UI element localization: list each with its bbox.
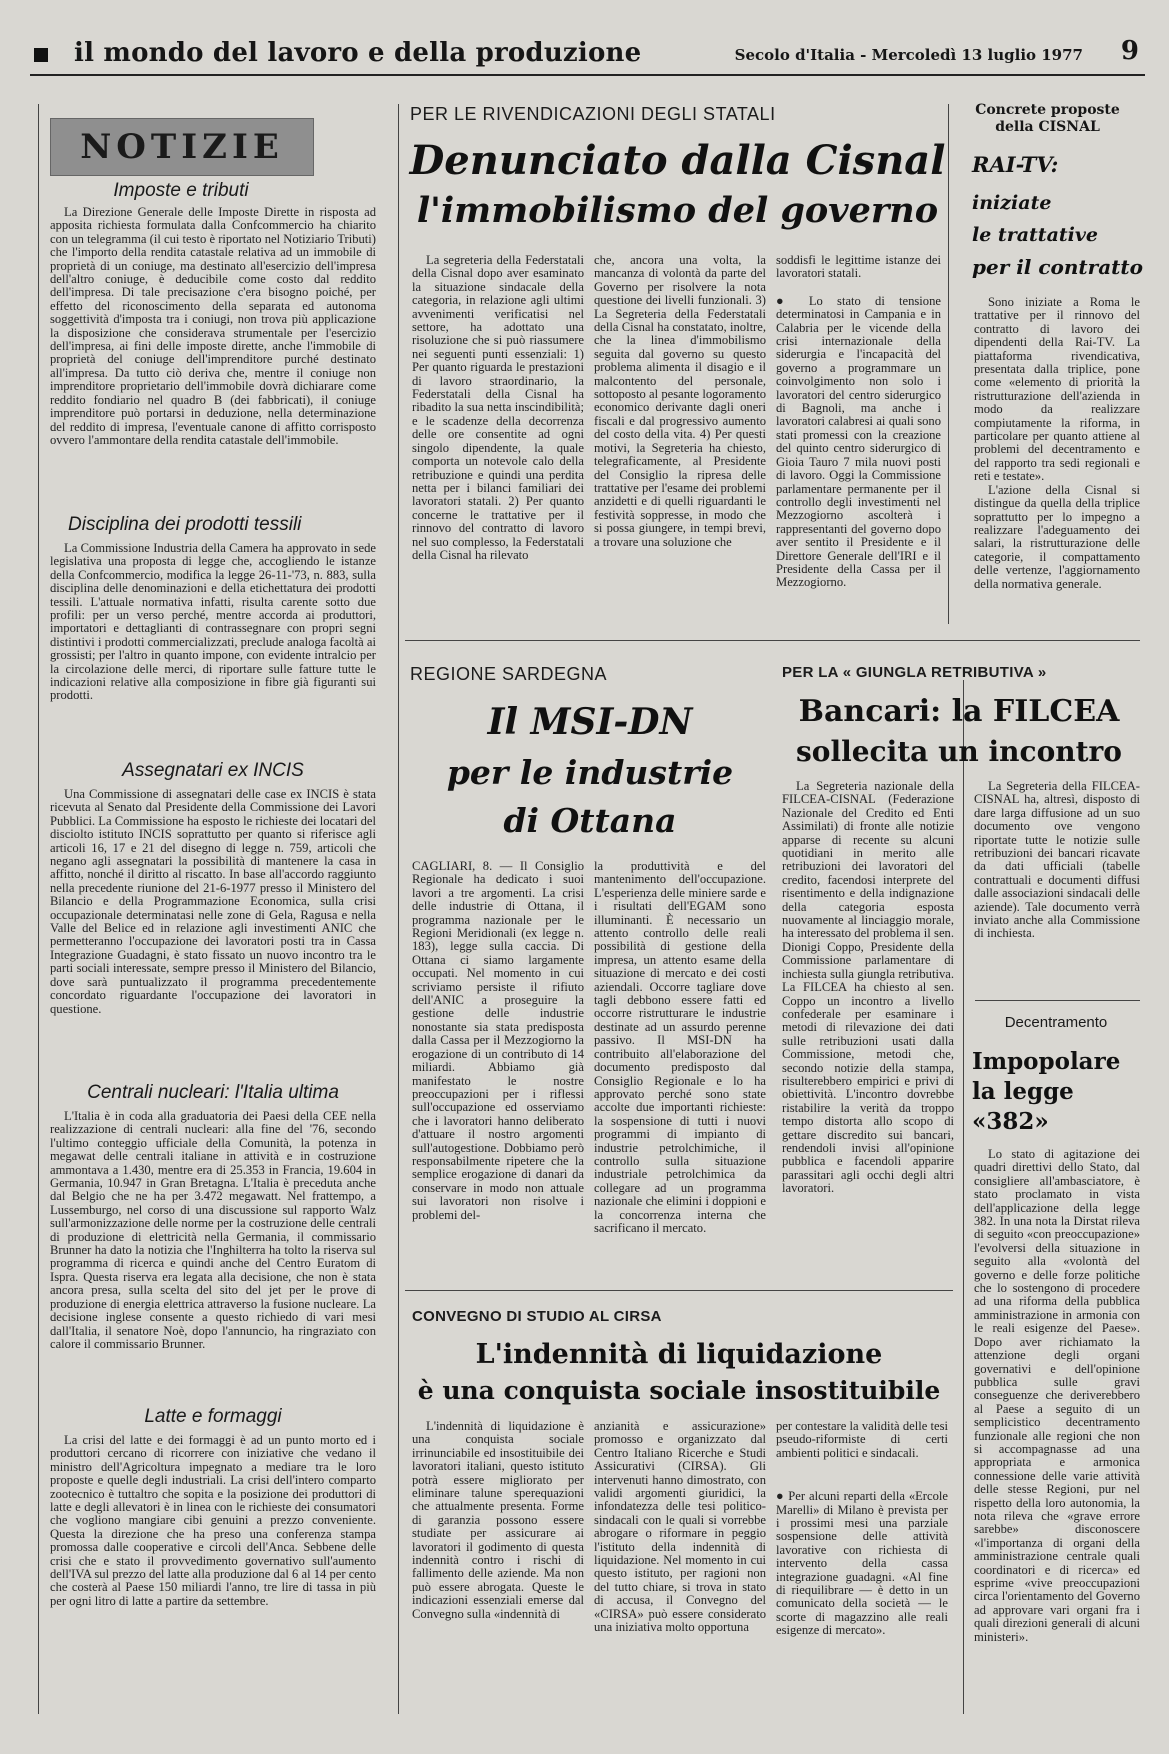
column-rule bbox=[398, 104, 399, 1714]
notizie-article-imposte bbox=[50, 206, 376, 510]
sardegna-col-1 bbox=[412, 860, 584, 1278]
notizie-subhead-latte: Latte e formaggi bbox=[144, 1406, 282, 1427]
lead-headline-line1: Denunciato dalla Cisnal bbox=[409, 137, 946, 184]
sardegna-headline-1: Il MSI-DN bbox=[487, 701, 693, 743]
article-body: la produttività e del mantenimento dell'occupazione. L'esperienza delle miniere sarde e i risultati dell'EGAM sono illuminanti. È necessario un attento controllo delle reali possibilità di gestione della impresa, un attento esame della situazione di mercato e dei costi aziendali. Occorre tagliare dove tagli debbono essere fatti ed occorre ristrutturare le industrie destinate ad un assurdo perenne passivo. Il MSI-DN ha contribuito all'elaborazione del documento predisposto dal Consiglio Regionale e lo ha approvato perché sono state accolte due importanti richieste: la sospensione di tutti i nuovi programmi di impianto di industrie petrolchimiche, il controllo sulla situazione industriale petrolchimica da collegare ad un programma nazionale che elimini i doppioni e la concorrenza interna che sacrificano il mercato. bbox=[594, 860, 766, 1235]
article-body: L'Italia è in coda alla graduatoria dei Paesi della CEE nella realizzazione di centrali nucleari: alla fine del '76, secondo l'ultimo conteggio ufficiale della Comunità, la potenza in megawat delle centrali italiane in attività e in costruzione ammontava a 1.430, mentre era di 25.353 in Francia, 19.604 in Germania, 10.947 in Gran Bretagna. L'Italia è preceduta anche dal Belgio che ne ha per 3.472 megawatt. Nel frattempo, a Lussemburgo, nel corso di una discussione sul rapporto Walz sull'armonizzazione delle norme per la costruzione delle centrali di produzione di elettricità nella Germania, il commissario Brunner ha dato la notizia che l'Inghilterra ha tolto la riserva sul programma di ricerca e quindi anche del Centro Euratom di Ispra. Questa riserva era legata alla decisione, che non è stata ancora presa, sulla scelta del sito del jet per le prove di produzione di energia elettrica attraverso la fusione nucleare. La decisione inglese consente a questo richiedo di vari mesi dall'Italia, il senatore Noè, dopo l'annuncio, ha ringraziato con calore il commissario Brunner. bbox=[50, 1110, 376, 1351]
bancari-kicker: PER LA « GIUNGLA RETRIBUTIVA » bbox=[782, 664, 1047, 681]
bancari-headline-2: sollecita un incontro bbox=[796, 735, 1122, 768]
section-square-icon bbox=[34, 48, 48, 62]
sardegna-kicker: REGIONE SARDEGNA bbox=[410, 664, 608, 684]
article-body: La Commissione Industria della Camera ha approvato in sede legislativa una proposta di legge che, accogliendo le istanze della Confcommercio, modifica la legge 26-11-'73, n. 883, sulla disciplina delle denominazioni e della etichettatura dei prodotti tessili. L'attuale normativa infatti, risulta carente sotto due profili: per un verso perché, mentre accorda ai produttori, importatori e dettaglianti di contrassegnare con propri segni distintivi i prodotti commercializzati, preclude analoga facoltà ai grossisti; per l'altro in quanto impone, con evidente intralcio per la circolazione delle merci, di riportare sulle fatture tutte le indicazioni relative alla composizione in fibre già figuranti sui prodotti. bbox=[50, 542, 376, 703]
article-body-bullet bbox=[776, 1490, 948, 1637]
notizie-subhead-incis: Assegnatari ex INCIS bbox=[122, 760, 304, 781]
article-body: CAGLIARI, 8. — Il Consiglio Regionale ha dedicato i suoi lavori a tre argomenti. La crisi delle industrie di Ottana, il programma nazionale per le Regioni Meridionali (ex legge n. 183), legge sulla caccia. Di Ottana ci siamo largamente occupati. Nel momento in cui scriviamo persiste il rifiuto dell'ANIC a proseguire la gestione delle industrie nonostante sia stata predisposta dalla Cassa per il Mezzogiorno la erogazione di un contributo di 14 miliardi. Abbiamo già manifestato le nostre preoccupazioni per i riflessi sull'occupazione ed osserviamo che i lavoratori hanno deliberato d'attuare il nostro argomenti sull'autogestione. Dobbiamo però responsabilmente ripetere che la semplice erogazione di danari da conservare in modo non attuale sui lavoratori non risolve i problemi del- bbox=[412, 860, 584, 1222]
rai-headline-1: RAI-TV: bbox=[972, 152, 1059, 177]
notizie-article-incis bbox=[50, 788, 376, 1068]
notizie-subhead-nucleari: Centrali nucleari: l'Italia ultima bbox=[87, 1082, 339, 1103]
section-rule bbox=[975, 1000, 1140, 1001]
bancari-headline-1: Bancari: la FILCEA bbox=[798, 694, 1120, 729]
rai-headline-2: iniziate bbox=[972, 192, 1052, 214]
lead-col-2 bbox=[594, 254, 766, 624]
article-body: Per alcuni reparti della «Ercole Marelli» di Milano è prevista per i prossimi mesi una parziale sospensione delle attività lavorative con richiesta di intervento della cassa integrazione guadagni. «Al fine di riequilibrare — è detto in un comunicato della società — le scorte di magazzino alle reali esigenze di mercato». bbox=[776, 1489, 948, 1638]
lead-kicker: PER LE RIVENDICAZIONI DEGLI STATALI bbox=[410, 104, 776, 124]
notizie-article-nucleari bbox=[50, 1110, 376, 1390]
lead-col-1 bbox=[412, 254, 584, 624]
masthead bbox=[30, 36, 1145, 76]
decentramento-headline-2: la legge bbox=[972, 1078, 1074, 1105]
cirsa-headline-2: è una conquista sociale insostituibile bbox=[417, 1376, 941, 1405]
notizie-article-tessili bbox=[50, 542, 376, 754]
sardegna-headline-2: per le industrie bbox=[446, 753, 734, 792]
notizie-article-latte bbox=[50, 1434, 376, 1704]
article-body: anzianità e assicurazione» promosso e organizzato dal Centro Italiano Ricerche e Studi Assicurativi (CIRSA). Gli intervenuti hanno dimostrato, con validi argomenti giuridici, la infondatezza delle tesi politico-sindacali con le quali si vorrebbe abrogare o riformare in peggio l'istituto della indennità di liquidazione. Nel momento in cui questo istituto, per ragioni non del tutto chiare, si trova in stato di accusa, il Convegno del «CIRSA» può essere considerato una iniziativa molto opportuna bbox=[594, 1420, 766, 1635]
article-body: che, ancora una volta, la mancanza di volontà da parte del Governo per risolvere la nota questione dei livelli funzionali. 3) La Segreteria della Federstatali della Cisnal ha constatato, inoltre, che la linea d'immobilismo seguita dal governo su questo problema alimenta il disagio e il malcontento del personale, sottoposto al pesante logoramento economico derivante dagli oneri fiscali e dal progressivo aumento del costo della vita. 4) Per questi motivi, la Segreteria ha chiesto, telegraficamente, al Presidente del Consiglio la ripresa delle trattative per l'esame dei problemi anzidetti e di quelli riguardanti le festività soppresse, in modo che si possa giungere, in tempi brevi, a trovare una soluzione che bbox=[594, 254, 766, 549]
section-rule bbox=[405, 1290, 953, 1291]
bullet-icon: ● bbox=[776, 1489, 789, 1504]
lead-col-3 bbox=[776, 254, 941, 624]
cirsa-col-2 bbox=[594, 1420, 766, 1710]
article-body: La segreteria della Federstatali della Cisnal dopo aver esaminato la situazione sindacale della categoria, in relazione agli ultimi avvenimenti verificatisi nel settore, ha adottato una risoluzione che si può riassumere nei seguenti punti essenziali: 1) Per quanto riguarda le prestazioni di lavoro straordinario, la Federstatali della Cisnal ha ribadito la sua netta inscindibilità; e le scadenze della decorrenza delle ore consentite ad ogni singolo dipendente, la quale comporta un notevole calo della retribuzione e quindi una perdita netta per i bilanci familiari dei lavoratori statali. 2) Per quanto concerne le trattative per il rinnovo del contratto di lavoro nel suo complesso, la Federstatali della Cisnal ha rilevato bbox=[412, 254, 584, 562]
rai-headline-3: le trattative bbox=[972, 224, 1099, 246]
article-body: L'azione della Cisnal si distingue da quella della triplice soprattutto per lo impegno a realizzare l'adeguamento dei salari, la ristrutturazione delle categorie, il compattamento delle vertenze, l'aggiornamento della normativa generale. bbox=[974, 482, 1140, 591]
decentramento-article bbox=[974, 1148, 1140, 1714]
article-body: Lo stato di tensione determinatosi in Campania e in Calabria per le vicende della crisi internazionale della siderurgia e l'incapacità del governo a programmare un coinvolgimento non solo i lavoratori del centro siderurgico di Bagnoli, ma anche i lavoratori calabresi ai quali sono stati promessi con la creazione del quinto centro siderurgico di Gioia Tauro 7 mila nuovi posti di lavoro. Oggi la Commissione parlamentare permanente per il controllo degli investimenti nel Mezzogiorno ascolterà i rappresentanti del governo dopo aver sentito il Presidente e il Direttore Generale dell'IRI e il Presidente della Cassa per il Mezzogiorno. bbox=[776, 293, 941, 590]
bancari-col-2 bbox=[974, 780, 1140, 986]
article-body: La crisi del latte e dei formaggi è ad un punto morto ed i produttori cercano di ricorrere con iniziative che vedano il ministro dell'Agricoltura impegnato a mediare tra le loro proposte e quelle degli industriali. La crisi dell'intero comparto zootecnico è tuttaltro che sopita e la posizione dei produttori di latte e degli allevatori è in linea con le richieste dei consumatori che vogliono mangiare cibi genuini a prezzo conveniente. Questa la direzione che ha preso una conferenza stampa promossa dalle cooperative e circoli dell'Anca. Sebbene delle crisi che e stato il provvedimento governativo sull'aumento dell'IVA sul prezzo del latte alla produzione dal 6 al 14 per cento che costerà al Paese 150 miliardi l'anno, tre lire di tassa in più per ogni litro di latte a partire da settembre. bbox=[50, 1434, 376, 1608]
cirsa-col-1 bbox=[412, 1420, 584, 1710]
article-body: Lo stato di agitazione dei quadri direttivi dello Stato, dal consigliere all'ambasciatore, è stato proclamato in vista dell'applicazione della legge 382. In una nota la Dirstat rileva di seguito «con preoccupazione» l'evolversi della situazione in seguito alla «volontà del governo e delle forze politiche che lo sostengono di procedere ad una riforma della pubblica amministrazione in armonia con le reali esigenze del Paese». Dopo aver richiamato la attenzione degli organi governativi e dell'opinione pubblica sulle gravi conseguenze che deriverebbero al Paese a seguito di un semplicistico decentramento funzionale alle regioni che non si accompagnasse ad una appropriata e armonica connessione delle varie attività delle stesse Regioni, pur nel rispetto della loro autonomia, la nota rileva che «grave errore sarebbe» disconoscere «l'importanza di organi della amministrazione centrale quali coordinatori e di ricerca» ed esprime «vive preoccupazioni circa l'orientamento del Governo ad approvare vari organi fra i quali direzioni generali di alcuni ministeri». bbox=[974, 1148, 1140, 1644]
rai-article bbox=[974, 296, 1140, 624]
section-rule bbox=[405, 640, 1140, 641]
decentramento-kicker: Decentramento bbox=[1004, 1014, 1108, 1031]
cirsa-col-3 bbox=[776, 1420, 948, 1710]
cirsa-kicker: CONVEGNO DI STUDIO AL CIRSA bbox=[412, 1308, 662, 1325]
notizie-subhead-imposte: Imposte e tributi bbox=[113, 180, 249, 201]
decentramento-headline-3: «382» bbox=[972, 1108, 1049, 1135]
column-rule bbox=[963, 680, 964, 1714]
bancari-col-1 bbox=[782, 780, 954, 1280]
sardegna-headline-3: di Ottana bbox=[503, 801, 677, 840]
article-body: per contestare la validità delle tesi pseudo-riformiste di certi ambienti politici e sindacali. bbox=[776, 1420, 948, 1460]
notizie-title: NOTIZIE bbox=[80, 127, 284, 167]
page-number: 9 bbox=[1120, 36, 1139, 66]
article-body: soddisfi le legittime istanze dei lavoratori statali. bbox=[776, 254, 941, 281]
sardegna-col-2 bbox=[594, 860, 766, 1278]
issue-date: Secolo d'Italia - Mercoledì 13 luglio 1977 bbox=[734, 46, 1083, 64]
article-body: Sono iniziate a Roma le trattative per il rinnovo del contratto di lavoro dei dipendenti della Rai-TV. La piattaforma rivendicativa, presentata dalla triplice, pone come «elemento di priorità la ristrutturazione dell'azienda in modo da realizzare compiutamente la riforma, in particolare per quanto attiene al problemi del decentramento e del rapporto tra sedi regionali e reti e testate». bbox=[974, 296, 1140, 484]
article-body: La Segreteria della FILCEA-CISNAL ha, altresì, disposto di dare larga diffusione ad un suo documento ove vengono riportate tutte le notizie sulle retribuzioni dei bancari ricavate da dati ufficiali (tabelle contrattuali e documenti diffusi dalle associazioni sindacali delle aziende). Tale documento verrà inviato anche alla Commissione di inchiesta. bbox=[974, 780, 1140, 941]
notizie-subhead-tessili: Disciplina dei prodotti tessili bbox=[68, 514, 302, 535]
article-body: La Direzione Generale delle Imposte Dirette in risposta ad apposita richiesta formulata dalla Confcommercio ha chiarito con un telegramma (il cui testo è riportato nel Notiziario Tributi) che l'importo della rendita catastale relativa ad un immobile di proprietà di un coniuge, ma destinato all'esercizio dell'impresa dell'altro coniuge, è deducibile come costo dal reddito dell'impresa. Di tale precisazione c'era bisogno poiché, per effetto del riconoscimento della separata ed autonoma soggettività d'imposta tra i coniugi, non trova più applicazione la disposizione che considerava strumentale per l'esercizio dell'impresa, ai fini delle imposte dirette, anche l'immobile di proprietà del coniuge dell'imprenditore purché destinato all'impresa. Da tutto ciò deriva che, mentre il coniuge non imprenditore proprietario dell'immobile dovrà dichiarare come reddito fondiario nel quadro B (dei fabbricati), il coniuge imprenditore può portarsi in deduzione, nella determinazione del reddito di impresa, l'eventuale canone di affitto corrisposto ovvero l'ammontare della rendita catastale dell'immobile. bbox=[50, 206, 376, 447]
bullet-icon: ● bbox=[776, 293, 809, 308]
decentramento-headline-1: Impopolare bbox=[972, 1048, 1121, 1075]
column-rule bbox=[38, 104, 39, 1714]
rai-kicker: Concrete proposte della CISNAL bbox=[975, 102, 1120, 135]
article-body: La Segreteria nazionale della FILCEA-CISNAL (Federazione Nazionale del Credito ed Enti Assimilati) di fronte alle notizie apparse di recente su alcuni quotidiani in merito alle retribuzioni dei lavoratori del credito, facendosi interprete del risentimento e della indignazione della categoria esposta nuovamente al linciaggio morale, ha interessato del problema il sen. Dionigi Coppo, Presidente della Commissione parlamentare di inchiesta sulla giungla retributiva. La FILCEA ha chiesto al sen. Coppo un incontro a livello confederale per esaminare i metodi di rilevazione dei dati sulle retribuzioni usati dalla Commissione, metodi che, secondo notizie della stampa, risulterebbero empirici e privi di obiettività. L'incontro dovrebbe ristabilire la verità da troppo tempo distorta allo scopo di gettare discredito sui bancari, rendendoli invisi all'opinione pubblica e facendoli apparire parassitari agli occhi degli altri lavoratori. bbox=[782, 780, 954, 1196]
article-body: Una Commissione di assegnatari delle case ex INCIS è stata ricevuta al Senato dal Presidente della Commissione dei Lavori Pubblici. La Commissione ha esposto le richieste dei locatari del disciolto istituto INCIS soprattutto per quanto si riferisce agli articoli 16, 17 e 21 del disegno di legge n. 759, articoli che negano agli assegnatari la possibilità di mantenere la casa in affitto, nonché il diritto al riscatto. In base all'accordo raggiunto nella precedente riunione del 21-6-1977 presso il Ministero del Bilancio e della Programmazione Economica, sulla crisi occupazionale determinatasi nelle zone di Gela, Ragusa e nella Valle del Belice ed in relazione agli investimenti ANIC che permetteranno l'occupazione dei lavoratori posti tra in Cassa Integrazione Guadagni, è stato fissato un nuovo incontro tra le parti sociali interessate, sempre presso il Ministero del Bilancio, dove sarà puntualizzato il programma precedentemente concordato riguardante l'occupazione dei lavoratori in questione. bbox=[50, 788, 376, 1016]
notizie-banner bbox=[50, 118, 314, 176]
rai-headline-4: per il contratto bbox=[972, 255, 1143, 279]
cirsa-headline-1: L'indennità di liquidazione bbox=[475, 1339, 883, 1370]
article-body: L'indennità di liquidazione è una conquista sociale irrinunciabile ed insostituibile dei lavoratori italiani, questo istituto potrà essere migliorato per eliminare talune sperequazioni che attualmente presenta. Forme di garanzia possono essere studiate per assicurare ai lavoratori il godimento di questa indennità contro i rischi di fallimento delle aziende. Ma non può essere abrogata. Queste le indicazioni essenziali emerse dal Convegno sulla «indennità di bbox=[412, 1420, 584, 1621]
section-title: il mondo del lavoro e della produzione bbox=[74, 38, 642, 68]
lead-headline-line2: l'immobilismo del governo bbox=[416, 190, 939, 231]
article-body-bullet bbox=[776, 295, 941, 590]
